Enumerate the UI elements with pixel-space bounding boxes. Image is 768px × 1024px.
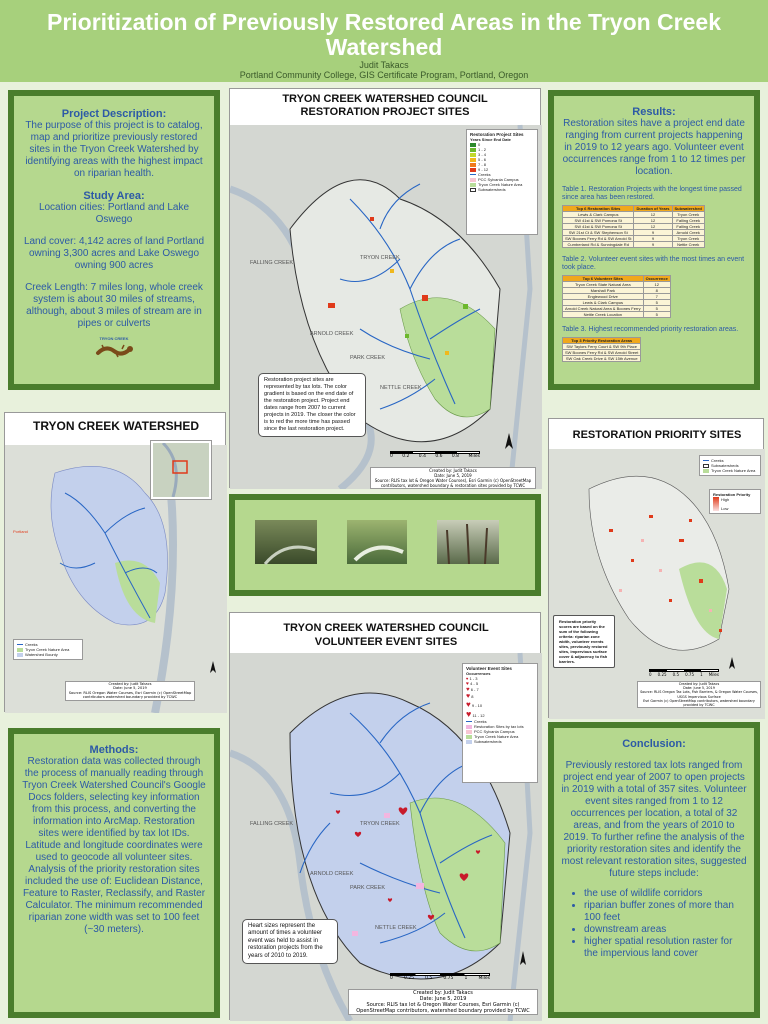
legend-label: Creeks bbox=[474, 719, 487, 724]
legend-item bbox=[466, 700, 534, 709]
table-row bbox=[563, 242, 705, 248]
methods-heading: Methods: bbox=[89, 744, 139, 756]
list-item: • downstream areas bbox=[584, 924, 748, 936]
table-cell: Cumberland Rd & Sunningdale Rd bbox=[563, 242, 634, 248]
table-cell: Lewis & Clark Campus bbox=[563, 212, 634, 218]
list-item: • riparian buffer zones of more than 100 feet bbox=[584, 900, 748, 924]
restoration-label-arnold: ARNOLD CREEK bbox=[310, 331, 354, 337]
restoration-legend-title: Restoration Project Sites bbox=[470, 132, 524, 137]
table-cell: Englewood Drive bbox=[563, 294, 644, 300]
scale-tick: 1 bbox=[700, 672, 703, 677]
restoration-label-nettle: NETTLE CREEK bbox=[380, 385, 422, 391]
table-cell: Nettle Creek bbox=[672, 242, 704, 248]
restoration-label-park: PARK CREEK bbox=[350, 355, 386, 361]
title-line-1: Prioritization of Previously Restored Areas in the Tryon Creek bbox=[47, 9, 721, 35]
conclusion-bullets bbox=[560, 888, 748, 960]
table-cell: 5 bbox=[643, 306, 670, 312]
table-cell: Falling Creek bbox=[672, 218, 704, 224]
logo-text: TRYON CREEK bbox=[99, 336, 129, 341]
scale-tick: 0.5 bbox=[425, 976, 433, 981]
volunteer-label-tryon: TRYON CREEK bbox=[360, 821, 400, 827]
priority-gradient-labels bbox=[721, 497, 729, 511]
conclusion-text: Previously restored tax lots ranged from project end year of 2007 to open projects in 2019 with a total of 357 sites. Volunteer event sites ranged from 1 to 12 occurrences per location, a total of 32 areas, and from the years of 2010 to 2019. To further refine the analysis of the priority restoration sites and identify the most relevant restoration sites, suggested future steps include: bbox=[561, 760, 747, 879]
table-header-cell: Duration of Years bbox=[634, 206, 672, 212]
credit-line: Source: RLIS tax lot & Oregon Water Courses, Esri Garmin (c) bbox=[366, 1002, 520, 1008]
legend-label: 1 - 3 bbox=[469, 676, 478, 681]
priority-gradient bbox=[713, 497, 757, 511]
credit-line: contributors watershed boundary provided by TCWC bbox=[82, 695, 178, 700]
poster-title bbox=[0, 0, 768, 60]
volunteer-legend-subtitle: Occurrences bbox=[466, 671, 491, 676]
restoration-label-tryon: TRYON CREEK bbox=[360, 255, 400, 261]
scale-tick: 0.75 bbox=[685, 672, 695, 677]
legend-label: Creeks bbox=[478, 172, 491, 177]
table-cell: 12 bbox=[643, 282, 670, 288]
legend-label: Watershed Bounty bbox=[25, 652, 58, 657]
table-cell: 8 bbox=[643, 288, 670, 294]
scale-tick: 0.4 bbox=[418, 454, 426, 459]
credit-line: Esri Garmin (c) OpenStreetMap contributors, watershed boundary provided by TCWC bbox=[643, 698, 755, 708]
poster-header bbox=[0, 0, 768, 82]
list-item: • higher spatial resolution raster for the impervious land cover bbox=[584, 936, 748, 960]
table-cell: SW 41st & SW Pomona St bbox=[563, 218, 634, 224]
volunteer-legend bbox=[462, 663, 538, 783]
heart-icon: ♥ bbox=[466, 681, 469, 687]
priority-legend bbox=[699, 455, 761, 476]
table-cell: SW 41st & SW Pomona St bbox=[563, 224, 634, 230]
scale-tick: 0.8 bbox=[451, 454, 460, 459]
table-row bbox=[563, 350, 641, 356]
heart-icon: ♥ bbox=[466, 676, 469, 681]
legend-label: Restoration Sites by tax lots bbox=[474, 724, 524, 729]
heart-icon: ♥ bbox=[466, 693, 471, 700]
land-cover-text: Land cover: 4,142 acres of land Portland owning 3,300 acres and Lake Oswego owning 900 acres bbox=[23, 236, 205, 271]
legend-label: Creeks bbox=[711, 458, 724, 463]
legend-label: Tryon Creek Nature Area bbox=[711, 468, 756, 473]
credit-line: Source: RLIS Oregon Tax Lots, Fish Barriers, & Oregon Water Courses, USGS Impervious Surface bbox=[640, 690, 758, 699]
volunteer-map-title-1: TRYON CREEK WATERSHED COUNCIL bbox=[283, 622, 489, 634]
watershed-map bbox=[4, 412, 226, 712]
volunteer-map-title-2: VOLUNTEER EVENT SITES bbox=[314, 636, 458, 648]
volunteer-credits bbox=[348, 989, 538, 1015]
photo-creek-2 bbox=[347, 520, 407, 564]
credit-line: OpenStreetMap contributors, watershed boundary provided by TCWC bbox=[356, 1008, 530, 1014]
legend-label: 7 - 8 bbox=[478, 162, 487, 167]
scale-tick: 0 bbox=[390, 976, 393, 981]
table-cell: Arnold Creek bbox=[672, 230, 704, 236]
tryon-creek-logo bbox=[94, 336, 134, 364]
study-area-heading: Study Area: bbox=[83, 190, 145, 202]
table-cell: Tryon Creek State Natural Area bbox=[563, 282, 644, 288]
table1-caption: Table 1. Restoration Projects with the longest time passed since area has been restored. bbox=[562, 186, 742, 201]
legend-label: 5 - 6 bbox=[478, 157, 487, 162]
watershed-map-title: TRYON CREEK WATERSHED bbox=[32, 419, 199, 433]
results-text: Restoration sites have a project end date ranging from current projects happening in 2019 to 12 years ago. Volunteer event occurrences range from 1 to 12 times per location. bbox=[562, 118, 746, 177]
legend-label: Creeks bbox=[25, 642, 38, 647]
priority-scale-legend bbox=[709, 489, 761, 514]
scale-tick: 0.25 bbox=[403, 976, 414, 981]
scale-tick: 0.6 bbox=[435, 454, 443, 459]
legend-item bbox=[470, 187, 534, 192]
table3 bbox=[562, 337, 641, 362]
table-cell: Marshall Park bbox=[563, 288, 644, 294]
legend-label: Subwatersheds bbox=[478, 187, 506, 192]
description-panel bbox=[8, 90, 220, 390]
heart-icon: ♥ bbox=[466, 687, 470, 693]
table-cell: SW 21st Ct & SW Stephenson St bbox=[563, 230, 634, 236]
credit-line: Date: June 5, 2019 bbox=[434, 473, 472, 478]
credit-line: contributors, watershed boundary & restoration sites provided by TCWC bbox=[380, 483, 526, 488]
credit-line: Created by: Judit Takacs bbox=[678, 682, 720, 686]
results-heading: Results: bbox=[632, 106, 676, 118]
table-row bbox=[563, 356, 641, 362]
legend-label: PCC Sylvania Campus bbox=[478, 177, 519, 182]
scale-tick: 0.25 bbox=[657, 672, 667, 677]
priority-scale-bar bbox=[649, 669, 719, 677]
scale-unit: Miles bbox=[708, 672, 719, 677]
restoration-legend bbox=[466, 129, 538, 235]
credit-line: Source: RLIS Oregon Water Courses, Esri Garmin (c) OpenStreetMap bbox=[68, 690, 192, 695]
photo-strip bbox=[229, 494, 541, 596]
watershed-credits bbox=[65, 681, 195, 701]
table-cell: Arnold Creek Natural Area & Boones Ferry bbox=[563, 306, 644, 312]
legend-label: Subwatersheds bbox=[711, 463, 739, 468]
table-header-cell: Top 3 Priority Restoration Areas bbox=[563, 338, 641, 344]
scale-tick: 0.2 bbox=[402, 454, 410, 459]
volunteer-legend-title: Volunteer Event Sites bbox=[466, 666, 512, 671]
methods-panel bbox=[8, 728, 220, 1018]
priority-credits bbox=[637, 681, 761, 708]
table-header-cell: Subwatershed bbox=[672, 206, 704, 212]
watershed-legend bbox=[13, 639, 83, 660]
restoration-map-note: Restoration project sites are represented by tax lots. The color gradient is based on the end date of the restoration project. Project end dates range from 2007 to current projects in 2019. The closer the color is to red the more time has passed since the last restoration project. bbox=[258, 373, 366, 437]
affiliation: Portland Community College, GIS Certificate Program, Portland, Oregon bbox=[239, 70, 529, 80]
svg-text:Portland: Portland bbox=[13, 529, 28, 534]
legend-label: 4 - 5 bbox=[470, 681, 479, 686]
table-row bbox=[563, 312, 671, 318]
volunteer-label-arnold: ARNOLD CREEK bbox=[310, 871, 354, 877]
legend-item bbox=[466, 709, 534, 719]
restoration-scale-bar bbox=[390, 451, 480, 459]
legend-label: 9 - 12 bbox=[478, 167, 489, 172]
table-row bbox=[563, 344, 641, 350]
scale-tick: 0.75 bbox=[443, 976, 454, 981]
priority-legend-title: Restoration Priority bbox=[713, 492, 751, 497]
methods-text-2: Analysis of the priority restoration sites included the use of: Euclidean Distance, Feature to Raster, Reclassify, and Raster Calculator. The minimum recommended riparian zone width was set to 100 feet (~30 meters). bbox=[22, 864, 206, 935]
legend-item bbox=[466, 739, 534, 744]
scale-tick: 0 bbox=[390, 454, 393, 459]
volunteer-label-nettle: NETTLE CREEK bbox=[375, 925, 417, 931]
legend-label: 3 - 4 bbox=[478, 152, 487, 157]
list-item: • the use of wildlife corridors bbox=[584, 888, 748, 900]
table-cell: 7 bbox=[643, 294, 670, 300]
priority-map-title: RESTORATION PRIORITY SITES bbox=[572, 429, 742, 441]
results-panel bbox=[548, 90, 760, 390]
legend-item bbox=[466, 693, 534, 700]
table-cell: 12 bbox=[634, 218, 672, 224]
heart-icon: ♥ bbox=[466, 709, 472, 719]
creek-length-text: Creek Length: 7 miles long, whole creek system is about 30 miles of streams, although, about 3 miles of stream are in pipes or culverts bbox=[25, 282, 203, 329]
table-cell: Nettle Creek Location bbox=[563, 312, 644, 318]
legend-label: 11 - 12 bbox=[472, 713, 485, 718]
credit-line: Created by: Judit Takacs bbox=[429, 468, 477, 473]
conclusion-heading: Conclusion: bbox=[622, 738, 686, 750]
table-cell: 12 bbox=[634, 224, 672, 230]
inset-locator-map bbox=[151, 441, 211, 499]
scale-unit: Miles bbox=[478, 976, 490, 981]
restoration-legend-subtitle: Years Since End Date bbox=[470, 137, 511, 142]
table-cell: SW Boones Ferry Rd & SW Arnold St bbox=[563, 236, 634, 242]
credit-line: Created by: Judit Takacs bbox=[413, 990, 473, 996]
salamander-icon bbox=[94, 341, 134, 359]
author: Judit Takacs bbox=[359, 60, 409, 70]
table2 bbox=[562, 275, 671, 318]
legend-label: Tryon Creek Nature Area bbox=[25, 647, 70, 652]
restoration-label-falling: FALLING CREEK bbox=[250, 260, 294, 266]
methods-text-1: Restoration data was collected through the process of manually reading through Tryon Creek Watershed Council's Google Docs folders, selecting key information from this process, and converting the information into ArcMap. Restoration sites were identified by tax lot IDs. Latitude and longitude coordinates were used to geocode all volunteer sites. bbox=[22, 756, 206, 863]
table-header-cell: Occurrence bbox=[643, 276, 670, 282]
legend-label: Subwatersheds bbox=[474, 739, 502, 744]
photo-creek-1 bbox=[255, 520, 317, 564]
conclusion-panel bbox=[548, 722, 760, 1018]
volunteer-map-note: Heart sizes represent the amount of times a volunteer event was held to assist in restoration projects from the years of 2010 to 2019. bbox=[242, 919, 338, 964]
table-cell: Falling Creek bbox=[672, 224, 704, 230]
credit-line: Date: June 5, 2019 bbox=[113, 686, 147, 691]
volunteer-map-title bbox=[230, 621, 542, 649]
table2-caption: Table 2. Volunteer event sites with the most times an event took place. bbox=[562, 256, 745, 271]
legend-item bbox=[703, 468, 757, 473]
volunteer-label-falling: FALLING CREEK bbox=[250, 821, 294, 827]
location-text: Location cities: Portland and Lake Oswego bbox=[38, 202, 190, 225]
table-cell: Lewis & Clark Campus bbox=[563, 300, 644, 306]
scale-tick: 0.5 bbox=[672, 672, 680, 677]
credit-line: Source: RLIS tax lot & Oregon Water Courses), Esri Garmin (c) OpenStreetMap bbox=[374, 478, 532, 483]
title-line-2: Watershed bbox=[325, 34, 443, 60]
restoration-map-title-2: RESTORATION PROJECT SITES bbox=[300, 106, 470, 118]
volunteer-sites-map bbox=[229, 612, 541, 1020]
table-cell: SW Taylors Ferry Court & SW 9th Place bbox=[563, 344, 641, 350]
legend-label: Tryon Creek Nature Area bbox=[474, 734, 519, 739]
photo-creek-3 bbox=[437, 520, 499, 564]
legend-label: 1 - 2 bbox=[478, 147, 487, 152]
table-cell: 9 bbox=[634, 230, 672, 236]
scale-tick: 1 bbox=[464, 976, 468, 981]
description-text: The purpose of this project is to catalog, map and prioritize previously restored sites in the Tryon Creek Watershed by identifying areas with the highest impact on riparian health. bbox=[25, 120, 203, 179]
priority-sites-map bbox=[548, 418, 764, 718]
restoration-credits bbox=[370, 467, 536, 489]
table-header-cell: Top 6 Volunteer Sites bbox=[563, 276, 644, 282]
volunteer-scale-bar bbox=[390, 973, 490, 981]
restoration-map-title-1: TRYON CREEK WATERSHED COUNCIL bbox=[282, 93, 488, 105]
legend-label: 0 bbox=[478, 142, 481, 147]
description-heading: Project Description: bbox=[61, 108, 167, 120]
table-cell: 12 bbox=[634, 212, 672, 218]
table3-caption: Table 3. Highest recommended priority restoration areas. bbox=[562, 326, 739, 333]
legend-label: 9 - 10 bbox=[471, 703, 483, 708]
table-row bbox=[563, 282, 671, 288]
priority-map-note: Restoration priority scores are based on the sum of the following criteria: riparian zone width, volunteer events sites, previously restored sites, impervious surface cover & adjacency to fish barriers. bbox=[553, 615, 615, 668]
credit-line: Date: June 5, 2019 bbox=[419, 996, 467, 1002]
table-cell: Tryon Creek bbox=[672, 212, 704, 218]
legend-label: 6 - 7 bbox=[470, 687, 479, 692]
restoration-sites-map bbox=[229, 88, 541, 488]
legend-item bbox=[17, 652, 79, 657]
table-cell: SW Boones Ferry Rd & SW Arnold Street bbox=[563, 350, 641, 356]
table-cell: SW Oak Creek Drive & SW 15th Avenue bbox=[563, 356, 641, 362]
table-cell: 9 bbox=[634, 242, 672, 248]
scale-tick: 0 bbox=[649, 672, 652, 677]
table-cell: 9 bbox=[634, 236, 672, 242]
heart-icon: ♥ bbox=[466, 700, 471, 709]
photo-strip-canvas bbox=[235, 500, 535, 590]
table-cell: 5 bbox=[643, 300, 670, 306]
credit-line: Date: June 5, 2019 bbox=[683, 686, 715, 691]
inset-map-icon bbox=[153, 443, 209, 497]
table-header-cell: Top 6 Restoration Sites bbox=[563, 206, 634, 212]
credit-line: Created by: Judit Takacs bbox=[108, 682, 152, 686]
legend-label: 8 bbox=[471, 694, 474, 699]
legend-label: Tryon Creek Nature Area bbox=[478, 182, 523, 187]
table-cell: 5 bbox=[643, 312, 670, 318]
priority-high-label: High bbox=[721, 497, 730, 502]
table1 bbox=[562, 205, 705, 248]
priority-gradient-bar bbox=[713, 497, 719, 511]
legend-label: PCC Sylvania Campus bbox=[474, 729, 515, 734]
table-cell: Tryon Creek bbox=[672, 236, 704, 242]
scale-unit: Miles bbox=[468, 454, 480, 459]
table3-header-row bbox=[563, 338, 641, 344]
priority-low-label: Low bbox=[721, 506, 729, 511]
volunteer-label-park: PARK CREEK bbox=[350, 885, 386, 891]
